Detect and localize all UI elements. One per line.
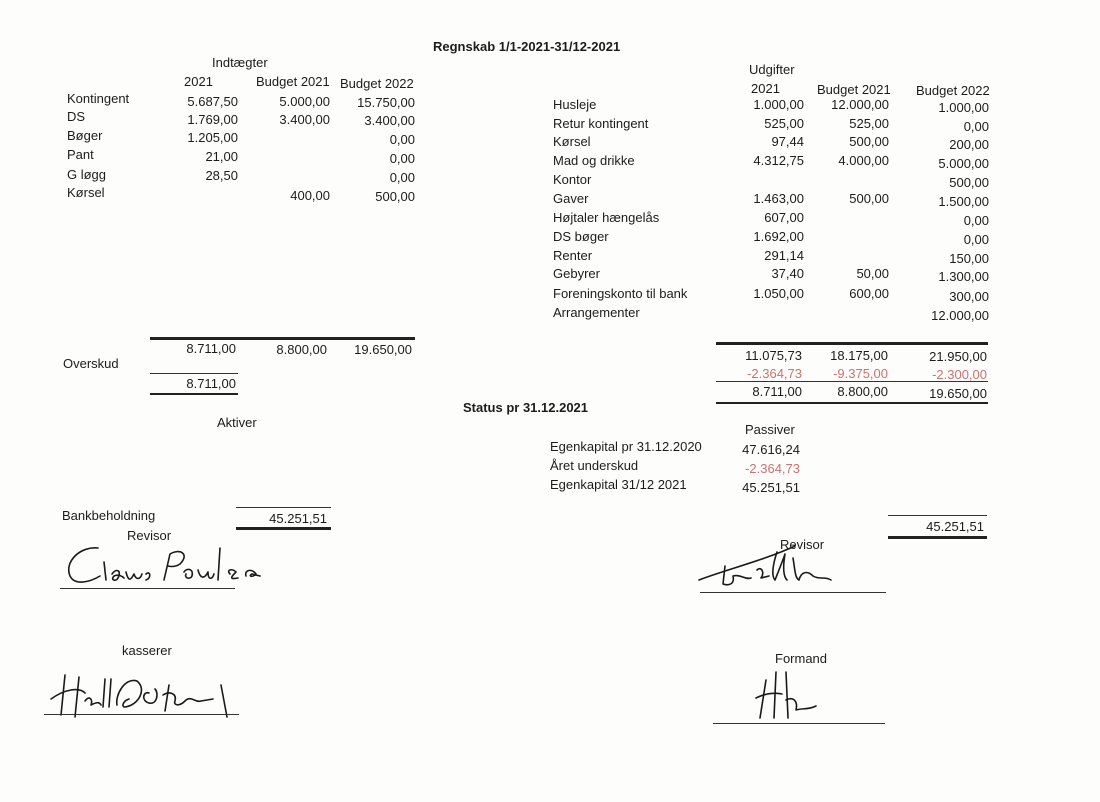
expense-row-label: Retur kontingent xyxy=(553,116,649,131)
expense-row-budget-2021: 525,00 xyxy=(849,116,889,131)
bank-rule-bottom xyxy=(236,527,331,530)
treasurer-label: kasserer xyxy=(122,643,172,658)
income-col-budget-2022: Budget 2022 xyxy=(340,76,414,91)
expense-row-2021: 1.463,00 xyxy=(753,191,804,206)
liability-value: -2.364,73 xyxy=(745,461,800,476)
expense-row-label: Kontor xyxy=(553,172,592,187)
surplus-label: Overskud xyxy=(63,356,119,371)
expense-row-label: Gaver xyxy=(553,191,589,206)
expense-row-budget-2022: 1.300,00 xyxy=(938,269,989,284)
liabilities-total-rule-bottom xyxy=(888,536,987,539)
expense-row-label: Mad og drikke xyxy=(553,153,635,168)
expenses-total-budget-2022: 21.950,00 xyxy=(929,349,987,364)
expense-row-label: Foreningskonto til bank xyxy=(553,286,688,301)
expense-row-budget-2021: 12.000,00 xyxy=(831,97,889,112)
surplus-rule-bottom xyxy=(150,393,238,395)
income-row-2021: 1.769,00 xyxy=(187,112,238,127)
expense-row-budget-2022: 200,00 xyxy=(949,137,989,152)
expense-row-budget-2022: 150,00 xyxy=(949,251,989,266)
income-row-label: Pant xyxy=(67,147,94,162)
expense-row-2021: 607,00 xyxy=(764,210,804,225)
right-revisor-label: Revisor xyxy=(780,537,825,552)
income-col-budget-2021: Budget 2021 xyxy=(256,74,330,89)
liability-label: Egenkapital 31/12 2021 xyxy=(550,477,687,492)
left-revisor-signature xyxy=(60,540,270,595)
expenses-col-2021: 2021 xyxy=(751,81,780,96)
expense-row-budget-2021: 500,00 xyxy=(849,191,889,206)
liability-value: 47.616,24 xyxy=(742,442,800,457)
expense-row-budget-2022: 0,00 xyxy=(963,119,989,134)
right-revisor-signature xyxy=(695,540,865,590)
expenses-col-budget-2022: Budget 2022 xyxy=(916,83,990,98)
expenses-result-2021: -2.364,73 xyxy=(747,366,802,381)
expenses-balance-rule-bottom xyxy=(716,402,988,404)
expense-row-label: Kørsel xyxy=(553,134,591,149)
expenses-result-budget-2022: -2.300,00 xyxy=(932,367,987,382)
liability-value: 45.251,51 xyxy=(742,480,800,495)
income-row-budget-2022: 15.750,00 xyxy=(357,95,415,110)
expense-row-budget-2022: 500,00 xyxy=(949,175,989,190)
liability-label: Året underskud xyxy=(550,458,639,473)
surplus-rule-top xyxy=(150,373,238,374)
expenses-total-budget-2021: 18.175,00 xyxy=(830,348,888,363)
income-row-budget-2021: 400,00 xyxy=(290,188,330,203)
status-title: Status pr 31.12.2021 xyxy=(463,400,589,415)
income-row-2021: 5.687,50 xyxy=(187,94,238,109)
expense-row-label: Renter xyxy=(553,248,593,263)
expense-row-budget-2022: 1.500,00 xyxy=(938,194,989,209)
expense-row-2021: 1.692,00 xyxy=(753,229,804,244)
right-revisor-signature-line xyxy=(700,592,886,593)
expense-row-budget-2022: 0,00 xyxy=(963,213,989,228)
expenses-balance-rule-top xyxy=(716,381,988,382)
expense-row-budget-2022: 1.000,00 xyxy=(938,100,989,115)
income-row-label: Kontingent xyxy=(67,91,130,106)
expense-row-label: Arrangementer xyxy=(553,305,640,320)
expenses-balance-budget-2022: 19.650,00 xyxy=(929,386,987,401)
income-row-2021: 28,50 xyxy=(205,168,238,183)
bank-value: 45.251,51 xyxy=(269,511,327,526)
expense-row-budget-2022: 12.000,00 xyxy=(931,308,989,323)
income-heading: Indtægter xyxy=(212,55,268,70)
bank-rule-top xyxy=(236,507,331,508)
income-row-budget-2022: 3.400,00 xyxy=(364,113,415,128)
expense-row-label: Højtaler hængelås xyxy=(553,210,660,225)
expense-row-budget-2021: 50,00 xyxy=(856,266,889,281)
expense-row-budget-2022: 300,00 xyxy=(949,289,989,304)
income-row-label: Bøger xyxy=(67,128,103,143)
assets-heading: Aktiver xyxy=(217,415,257,430)
income-row-2021: 1.205,00 xyxy=(187,130,238,145)
expenses-total-rule xyxy=(716,342,988,345)
income-row-label: DS xyxy=(67,109,86,124)
income-row-budget-2021: 3.400,00 xyxy=(279,112,330,127)
chairman-signature xyxy=(750,660,840,724)
income-col-2021: 2021 xyxy=(184,74,213,89)
income-row-label: G løgg xyxy=(67,167,107,182)
liabilities-total: 45.251,51 xyxy=(926,519,984,534)
expense-row-budget-2022: 5.000,00 xyxy=(938,156,989,171)
expense-row-label: Gebyrer xyxy=(553,266,600,281)
expense-row-budget-2021: 600,00 xyxy=(849,286,889,301)
income-row-label: Kørsel xyxy=(67,185,105,200)
expenses-col-budget-2021: Budget 2021 xyxy=(817,82,891,97)
left-revisor-label: Revisor xyxy=(127,528,172,543)
expense-row-2021: 1.050,00 xyxy=(753,286,804,301)
income-total-budget-2021: 8.800,00 xyxy=(276,342,327,357)
expenses-balance-2021: 8.711,00 xyxy=(752,384,802,399)
income-row-budget-2022: 0,00 xyxy=(389,170,415,185)
liabilities-heading: Passiver xyxy=(745,422,795,437)
expense-row-budget-2021: 4.000,00 xyxy=(838,153,889,168)
document-title: Regnskab 1/1-2021-31/12-2021 xyxy=(433,39,621,54)
left-revisor-signature-line xyxy=(60,588,235,589)
expense-row-2021: 525,00 xyxy=(764,116,804,131)
expenses-balance-budget-2021: 8.800,00 xyxy=(837,384,888,399)
expense-row-2021: 97,44 xyxy=(771,134,804,149)
expense-row-2021: 291,14 xyxy=(764,248,804,263)
expenses-total-2021: 11.075,73 xyxy=(745,348,802,363)
expenses-result-budget-2021: -9.375,00 xyxy=(833,366,888,381)
income-total-rule xyxy=(150,337,415,340)
expense-row-2021: 1.000,00 xyxy=(753,97,804,112)
income-row-budget-2021: 5.000,00 xyxy=(279,94,330,109)
income-row-budget-2022: 0,00 xyxy=(389,132,415,147)
chairman-label: Formand xyxy=(775,651,828,666)
bank-label: Bankbeholdning xyxy=(62,508,156,523)
expense-row-label: DS bøger xyxy=(553,229,609,244)
expense-row-2021: 4.312,75 xyxy=(753,153,804,168)
expense-row-2021: 37,40 xyxy=(771,266,804,281)
expenses-heading: Udgifter xyxy=(749,62,795,77)
surplus-value: 8.711,00 xyxy=(186,376,236,391)
expense-row-label: Husleje xyxy=(553,97,597,112)
expense-row-budget-2022: 0,00 xyxy=(963,232,989,247)
income-row-budget-2022: 0,00 xyxy=(389,151,415,166)
treasurer-signature xyxy=(45,665,245,725)
expense-row-budget-2021: 500,00 xyxy=(849,134,889,149)
income-total-2021: 8.711,00 xyxy=(186,341,236,356)
income-row-budget-2022: 500,00 xyxy=(375,189,415,204)
income-total-budget-2022: 19.650,00 xyxy=(354,342,412,357)
treasurer-signature-line xyxy=(44,714,239,715)
liabilities-total-rule-top xyxy=(888,515,987,516)
income-row-2021: 21,00 xyxy=(205,149,238,164)
liability-label: Egenkapital pr 31.12.2020 xyxy=(550,439,702,454)
chairman-signature-line xyxy=(713,723,885,724)
